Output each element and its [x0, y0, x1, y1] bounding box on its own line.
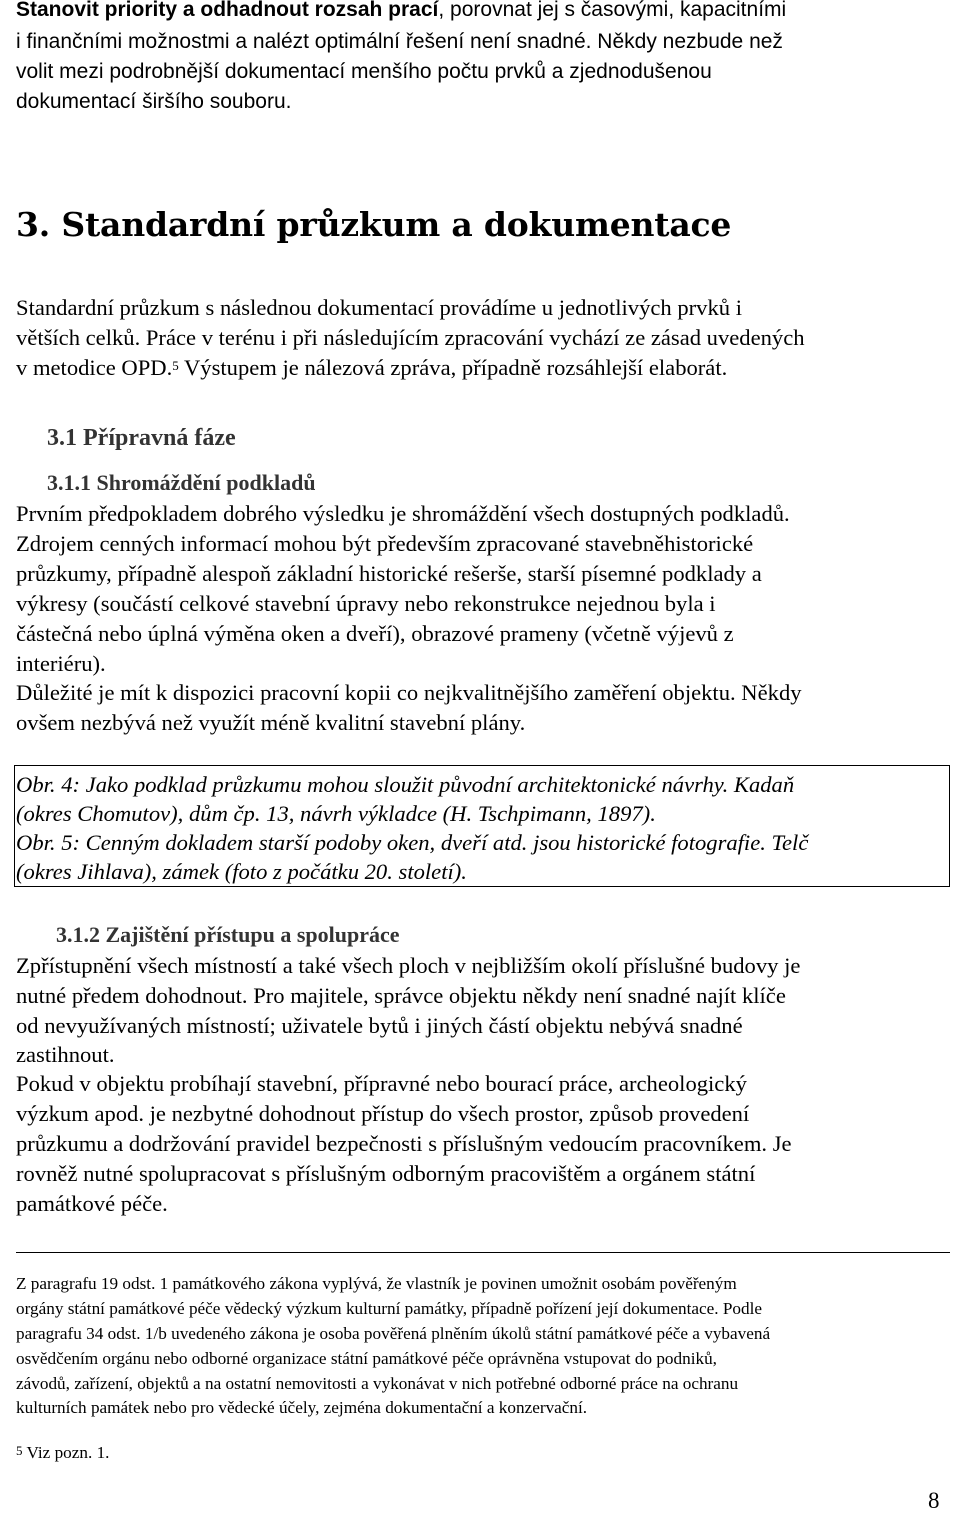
intro-line-2: i finančními možnostmi a nalézt optimální řešení není snadné. Někdy nezbude než [16, 30, 783, 53]
footnote-line: kulturních památek nebo pro vědecké účely, zejména dokumentační a konzervační. [16, 1398, 588, 1417]
subsection-heading: 3.1 Přípravná fáze [47, 425, 236, 451]
body-line: Důležité je mít k dispozici pracovní kopii co nejkvalitnějšího zaměření objektu. Někdy [16, 680, 802, 705]
body-line: nutné předem dohodnout. Pro majitele, správce objektu někdy není snadné najít klíče [16, 983, 786, 1008]
intro-line-1: Stanovit priority a odhadnout rozsah prací, porovnat jej s časovými, kapacitními [16, 0, 787, 21]
figure-caption: Obr. 5: Cenným dokladem starší podoby oken, dveří atd. jsou historické fotografie. Telč [16, 830, 809, 855]
subsubsection-heading: 3.1.1 Shromáždění podkladů [47, 470, 316, 495]
body-line: Prvním předpokladem dobrého výsledku je shromáždění všech dostupných podkladů. [16, 501, 790, 526]
body-line: od nevyužívaných místností; uživatele bytů i jiných částí objektu nebývá snadné [16, 1013, 743, 1038]
footnote-ref[interactable]: 5 [172, 358, 179, 373]
body-line: Pokud v objektu probíhají stavební, přípravné nebo bourací práce, archeologický [16, 1071, 747, 1096]
body-line: památkové péče. [16, 1191, 168, 1216]
page-number: 8 [928, 1488, 940, 1513]
section3-line-1: Standardní průzkum s následnou dokumentací provádíme u jednotlivých prvků i [16, 295, 742, 320]
body-line: rovněž nutné spolupracovat s příslušným odborným pracovištěm a orgánem státní [16, 1161, 756, 1186]
footnote-separator [16, 1252, 950, 1253]
footnote-5: $^5$ Viz pozn. 1. [16, 1443, 110, 1462]
footnote-line: paragrafu 34 odst. 1/b uvedeného zákona je osoba pověřená plněním úkolů státní památkové péče a vybavená [16, 1324, 771, 1343]
footnote-line: závodů, zařízení, objektů a na ostatní nemovitosti a vykonávat v nich potřebné odborné práce na ochranu [16, 1374, 739, 1393]
intro-line-3: volit mezi podrobnější dokumentací menšího počtu prvků a zjednodušenou [16, 60, 712, 83]
body-line: průzkumy, případně alespoň základní historické rešerše, starší písemné podklady a [16, 561, 762, 586]
body-line: Zdrojem cenných informací mohou být především zpracované stavebněhistorické [16, 531, 754, 556]
body-line: částečná nebo úplná výměna oken a dveří), obrazové prameny (včetně výjevů z [16, 621, 734, 646]
body-line: zastihnout. [16, 1042, 115, 1067]
footnote-line: osvědčením orgánu nebo odborné organizace státní památkové péče oprávněna vstupovat do podniků, [16, 1349, 717, 1368]
figure-caption: (okres Chomutov), dům čp. 13, návrh výkladce (H. Tschpimann, 1897). [16, 801, 656, 826]
subsubsection-heading: 3.1.2 Zajištění přístupu a spolupráce [56, 922, 400, 947]
figure-caption: (okres Jihlava), zámek (foto z počátku 20. století). [16, 859, 467, 884]
section3-line-2: větších celků. Práce v terénu i při následujícím zpracování vychází ze zásad uvedených [16, 325, 805, 350]
intro-line-4: dokumentací širšího souboru. [16, 90, 292, 113]
footnote-line: orgány státní památkové péče vědecký výzkum kulturní památky, případně pořízení její dokumentace. Podle [16, 1299, 762, 1318]
body-line: interiéru). [16, 651, 106, 676]
body-line: ovšem nezbývá než využít méně kvalitní stavební plány. [16, 710, 526, 735]
figure-caption: Obr. 4: Jako podklad průzkumu mohou sloužit původní architektonické návrhy. Kadaň [16, 772, 795, 797]
body-line: Zpřístupnění všech místností a také všech ploch v nejbližším okolí příslušné budovy je [16, 953, 801, 978]
footnote-line: Z paragrafu 19 odst. 1 památkového zákona vyplývá, že vlastník je povinen umožnit osobám pověřeným [16, 1274, 737, 1293]
section-heading: 3. Standardní průzkum a dokumentace [16, 205, 732, 244]
body-line: výkresy (součástí celkové stavební úpravy nebo rekonstrukce nejednou byla i [16, 591, 716, 616]
section3-line-3: v metodice OPD.$^5$ Výstupem je nálezová zpráva, případně rozsáhlejší elaborát. [16, 355, 728, 380]
body-line: průzkumu a dodržování pravidel bezpečnosti s příslušným vedoucím pracovníkem. Je [16, 1131, 792, 1156]
body-line: výzkum apod. je nezbytné dohodnout přístup do všech prostor, způsob provedení [16, 1101, 750, 1126]
